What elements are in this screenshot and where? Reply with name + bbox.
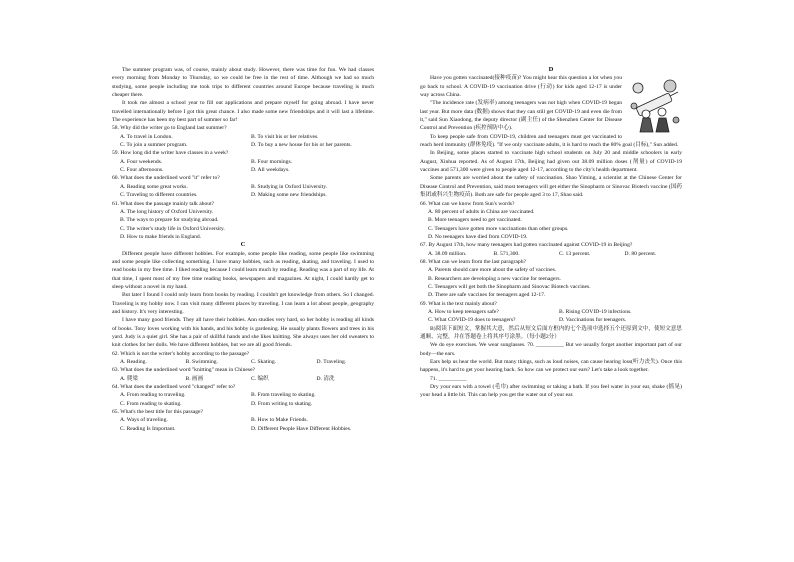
question-59-options bbox=[112, 158, 374, 175]
passage-d-paragraph: In Beijing, some places started to vaccinate high school students on July 20 and middle schoolers in early August, Xinhua reported. As of August 17th, Beijing had given out 38.09 million doses (剂量) of COVID-19 vaccines and 571,300 were given to people aged 12-17, according to the city's health department. bbox=[420, 150, 682, 174]
right-column bbox=[420, 66, 682, 400]
option: A. Parents should care more about the safety of vaccines. bbox=[428, 267, 557, 274]
option: B. How to Make Friends. bbox=[251, 417, 308, 424]
option: C. From reading to skating. bbox=[120, 400, 182, 407]
option: D. Different People Have Different Hobbies. bbox=[251, 425, 352, 432]
option: A. 38.09 million. bbox=[428, 250, 467, 257]
option: D. 清洗 bbox=[316, 375, 335, 382]
option: D. From writing to skating. bbox=[251, 400, 313, 407]
passage-b-paragraph: It took me almost a school year to fill out applications and prepare myself for going abroad. I have never travelled internationally before I got this great chance. I also made some new friendships and it will last a lifetime. The experience has been my best part of summer so far! bbox=[112, 100, 374, 124]
option: C. Skating. bbox=[251, 359, 277, 366]
passage-b-paragraph: The summer program was, of course, mainly about study. However, there was time for fun. We had classes every morning from Monday to Thursday, so we could be free in the rest of time. Although we had so much studying, some people including me took trips to different countries around Europe because traveling is much cheaper there. bbox=[112, 67, 374, 99]
question-61: 61. What does the passage mainly talk about? bbox=[112, 200, 215, 207]
question-69: 69. What is the text mainly about? bbox=[420, 300, 497, 307]
vaccine-cartoon-illustration bbox=[626, 76, 682, 134]
question-63-options bbox=[112, 375, 374, 383]
option: A. Four weekends. bbox=[120, 158, 163, 165]
option: A. To travel in London. bbox=[120, 133, 173, 140]
option: B. Rising COVID-19 infections. bbox=[559, 308, 632, 315]
passage-d-paragraph: "The incidence rate (发病率) among teenagers was not high when COVID-19 began last year. But more data (数据) shows that they can still get COVID-19 and even die from it," said Sun Xiaodong, the deputy director (副主任) of the Shenzhen Center for Disease Control and Prevention (疾控预防中心). bbox=[420, 100, 622, 132]
option: B. 画画 bbox=[185, 375, 204, 382]
option: D. To buy a new house for his or her parents. bbox=[251, 142, 352, 149]
question-68-options bbox=[420, 266, 682, 299]
question-63: 63. What does the underlined word "knitting" mean in Chinese? bbox=[112, 367, 256, 374]
passage-e-paragraph: We do eye exercises. We wear sunglasses. 70. __________ But we usually forget another important part of our body—the ears. bbox=[420, 342, 682, 357]
option: C. To join a summer program. bbox=[120, 142, 188, 149]
question-62: 62. Which is not the writer's hobby according to the passage? bbox=[112, 350, 250, 357]
option: D. How to make friends in England. bbox=[120, 233, 202, 240]
question-66: 66. What can we know from Sun's words? bbox=[420, 200, 515, 207]
question-67: 67. By August 17th, how many teenagers had gotten vaccinated against COVID-19 in Beijing? bbox=[420, 242, 633, 249]
option: B. The ways to prepare for studying abroad. bbox=[120, 217, 219, 224]
question-67-options bbox=[420, 250, 682, 258]
option: D. Making some new friendships. bbox=[251, 192, 327, 199]
option: C. The writer's study life in Oxford University. bbox=[120, 225, 225, 232]
passage-d-paragraph: Have you gotten vaccinated(接种疫苗)? You might hear this question a lot when you go back to school. A COVID-19 vaccination drive (行动) for kids aged 12-17 is under way across China. bbox=[420, 75, 622, 99]
option: B. 571,300. bbox=[493, 250, 520, 257]
option: D. 80 percent. bbox=[624, 250, 657, 257]
option: D. Vaccinations for teenagers. bbox=[559, 317, 627, 324]
question-59: 59. How long did the writer have classes in a week? bbox=[112, 150, 229, 157]
option: C. 编织 bbox=[251, 375, 269, 382]
blank-71: 71. __________ bbox=[430, 375, 467, 382]
question-65-options bbox=[112, 416, 374, 433]
section-heading-c: C bbox=[240, 241, 246, 249]
option: B. Four mornings. bbox=[251, 158, 293, 165]
passage-c-paragraph: I have many good friends. They all have their hobbies. Ann studies very hard, so her hobby is reading all kinds of books. Tony loves working with his hands, and his hobby is gardening. He usually plants flowers and trees in his yard. Judy is a quiet girl. She has a pair of skillful hands and she likes knitting. She always uses her old sweaters to knit clothes for her dolls. We have different hobbies, but we are all good friends. bbox=[112, 317, 374, 349]
option: A. Reading some great works. bbox=[120, 183, 188, 190]
option: B. Studying in Oxford University. bbox=[251, 183, 328, 190]
option: D. Traveling. bbox=[316, 359, 347, 366]
question-58-options bbox=[112, 133, 374, 150]
question-62-options bbox=[112, 358, 374, 366]
option: B. More teenagers need to get vaccinated. bbox=[428, 217, 522, 224]
question-61-options bbox=[112, 208, 374, 241]
question-58: 58. Why did the writer go to England last summer? bbox=[112, 125, 227, 132]
passage-c-paragraph: Different people have different hobbies. For example, some people like reading, some people like swimming and some people like collecting something. I have many hobbies, such as reading, skating, and traveling. I used to read books in my free time. I liked reading because I could learn much by reading. Reading was a part of my life. At that time, I spent most of my free time reading books, newspapers and magazines. At night, I could hardly get to sleep without a novel in my hand. bbox=[112, 250, 374, 290]
question-60-options bbox=[112, 183, 374, 200]
section-heading-d: D bbox=[548, 66, 554, 73]
option: C. Teenagers have gotten more vaccinations than other groups. bbox=[428, 225, 569, 232]
question-69-options bbox=[420, 308, 682, 325]
option: B. Researchers are developing a new vaccine for teenagers. bbox=[428, 275, 561, 282]
option: C. Reading Is Important. bbox=[120, 425, 176, 432]
task-b-instructions: B)阅读下面短文，掌握其大意，然后从短文后面方框内的七个选项中选择五个还原到文中，使短文意思通顺、完整，并在答题卷上将其序号涂黑。（每小题2分） bbox=[420, 325, 682, 340]
question-68: 68. What can we learn from the last paragraph? bbox=[420, 258, 526, 265]
question-60: 60. What does the underlined word "it" refer to? bbox=[112, 175, 220, 182]
passage-d-paragraph: Some parents are worried about the safety of vaccination. Shao Yiming, a scientist at the Chinese Center for Disease Control and Prevention, said most teenagers will get either the Sinopharm or Sinovac Biotech vaccine (国药集团或科兴生物疫苗). Both are safe for people aged 3 to 17, Shao said. bbox=[420, 175, 682, 199]
option: A. Reading. bbox=[120, 359, 147, 366]
passage-e-paragraph: Ears help us hear the world. But many things, such as loud noises, can cause hearing loss(听力丧失). Once this happens, it's hard to get your hearing back. So how can we protect our ears? Let's take a look together. bbox=[420, 359, 682, 374]
question-64: 64. What does the underlined word "changed" refer to? bbox=[112, 384, 236, 391]
option: B. Swimming. bbox=[185, 359, 218, 366]
option: D. All weekdays. bbox=[251, 167, 290, 174]
option: A. 爬梁 bbox=[120, 375, 139, 382]
option: C. Four afternoons. bbox=[120, 167, 164, 174]
option: C. 13 percent. bbox=[559, 250, 591, 257]
question-66-options bbox=[420, 208, 682, 241]
option: C. What COVID-19 does to teenagers? bbox=[428, 317, 516, 324]
option: A. From reading to traveling. bbox=[120, 392, 186, 399]
left-column bbox=[112, 66, 374, 433]
question-64-options bbox=[112, 391, 374, 408]
passage-d-paragraph: To keep people safe from COVID-19, children and teenagers must get vaccinated to reach herd immunity (群体免疫). "If we only vaccinate adults, it is hard to reach the 80% goal (目标)," Sun added. bbox=[420, 133, 679, 149]
option: C. Teenagers will get both the Sinopharm and Sinovac Biotech vaccines. bbox=[428, 283, 591, 290]
option: B. From traveling to skating. bbox=[251, 392, 316, 399]
option: A. Ways of traveling. bbox=[120, 417, 168, 424]
option: B. To visit his or her relatives. bbox=[251, 133, 319, 140]
passage-c-paragraph: But later I found I could only learn from books by reading. I couldn't get knowledge from others. So I changed. Traveling is my hobby now. I can visit many different places by traveling. I can learn a lot about people, geography and history. It's very interesting. bbox=[112, 292, 374, 315]
option: A. The long history of Oxford University. bbox=[120, 208, 214, 215]
option: C. Traveling to different countries. bbox=[120, 192, 198, 199]
option: D. There are safe vaccines for teenagers aged 12-17. bbox=[428, 292, 546, 299]
option: D. No teenagers have died from COVID-19. bbox=[428, 233, 528, 240]
option: A. How to keep teenagers safe? bbox=[428, 308, 499, 315]
question-65: 65. What's the best title for this passage? bbox=[112, 409, 204, 416]
option: A. 80 percent of adults in China are vaccinated. bbox=[428, 208, 535, 215]
passage-e-paragraph: Dry your ears with a towel (毛巾) after swimming or taking a bath. If you feel water in your ear, shake (摇晃) your head a little bit. This can help you get the water out of your ear. bbox=[420, 384, 682, 399]
